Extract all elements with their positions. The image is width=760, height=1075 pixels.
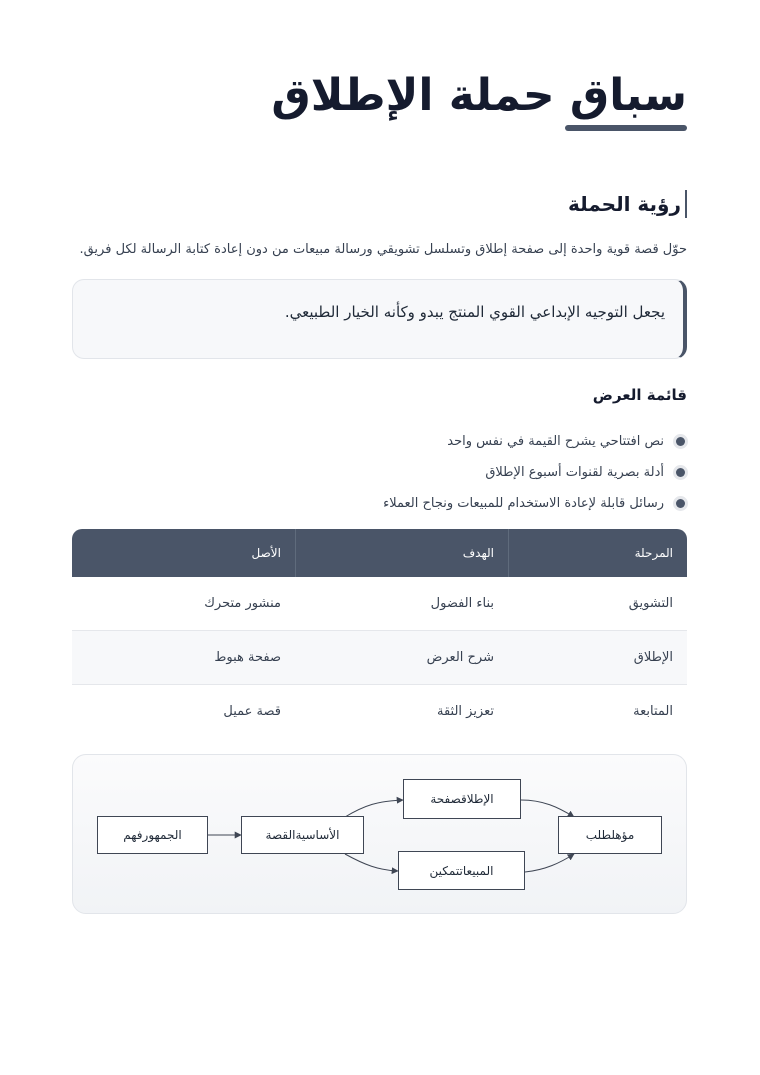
table-cell: منشور متحرك: [72, 577, 295, 631]
table-cell: بناء الفضول: [295, 577, 508, 631]
bullet-list: [383, 426, 687, 519]
list-item: [383, 426, 687, 457]
node-audience: الجمهورفهم: [97, 816, 208, 854]
intro-paragraph: حوّل قصة قوية واحدة إلى صفحة إطلاق وتسلسل تشويقي ورسالة مبيعات من دون إعادة كتابة الرسالة لكل فريق.: [79, 242, 687, 257]
table: [72, 529, 687, 738]
header-goal: الهدف: [295, 529, 508, 577]
arrow-story-to-launch: [345, 800, 403, 817]
callout-text: يجعل التوجيه الإبداعي القوي المنتج يبدو وكأنه الخيار الطبيعي.: [284, 303, 665, 321]
bullet-icon: [676, 468, 685, 477]
flow-diagram: [72, 754, 687, 914]
arrow-sales-to-demand: [525, 854, 574, 872]
table-header-row: [72, 529, 687, 577]
arrow-launch-to-demand: [521, 800, 574, 817]
table-cell: صفحة هبوط: [72, 631, 295, 685]
table-row: [72, 685, 687, 738]
document-page: [72, 0, 687, 1075]
list-item-text: رسائل قابلة لإعادة الاستخدام للمبيعات ونجاح العملاء: [383, 496, 664, 511]
page-title: سباق حملة الإطلاق: [271, 70, 687, 121]
table-row: [72, 631, 687, 685]
node-launch-page: الإطلاقصفحة: [403, 779, 521, 819]
bullet-icon: [676, 499, 685, 508]
bullet-icon: [676, 437, 685, 446]
list-item: [383, 457, 687, 488]
callout-box: [72, 279, 687, 359]
table-cell: قصة عميل: [223, 704, 281, 719]
node-sales-enablement: المبيعاتتمكين: [398, 851, 525, 890]
list-item-text: أدلة بصرية لقنوات أسبوع الإطلاق: [485, 465, 664, 480]
list-item: [383, 488, 687, 519]
arrow-story-to-sales: [345, 854, 398, 871]
table-cell: المتابعة: [633, 704, 673, 719]
node-story: الأساسيةالقصة: [241, 816, 364, 854]
table-cell: تعزيز الثقة: [436, 704, 494, 719]
table-cell: شرح العرض: [295, 631, 508, 685]
table-cell: التشويق: [508, 577, 687, 631]
table-cell: الإطلاق: [508, 631, 687, 685]
list-heading: قائمة العرض: [592, 386, 687, 404]
list-item-text: نص افتتاحي يشرح القيمة في نفس واحد: [447, 434, 664, 449]
header-phase: المرحلة: [508, 529, 687, 577]
section-heading: رؤية الحملة: [568, 190, 687, 218]
header-asset: الأصل: [72, 529, 295, 577]
table-row: [72, 577, 687, 631]
title-block: [271, 66, 687, 126]
title-underline: [565, 125, 687, 131]
node-qualified-demand: مؤهلطلب: [558, 816, 662, 854]
phase-table: [72, 529, 687, 738]
